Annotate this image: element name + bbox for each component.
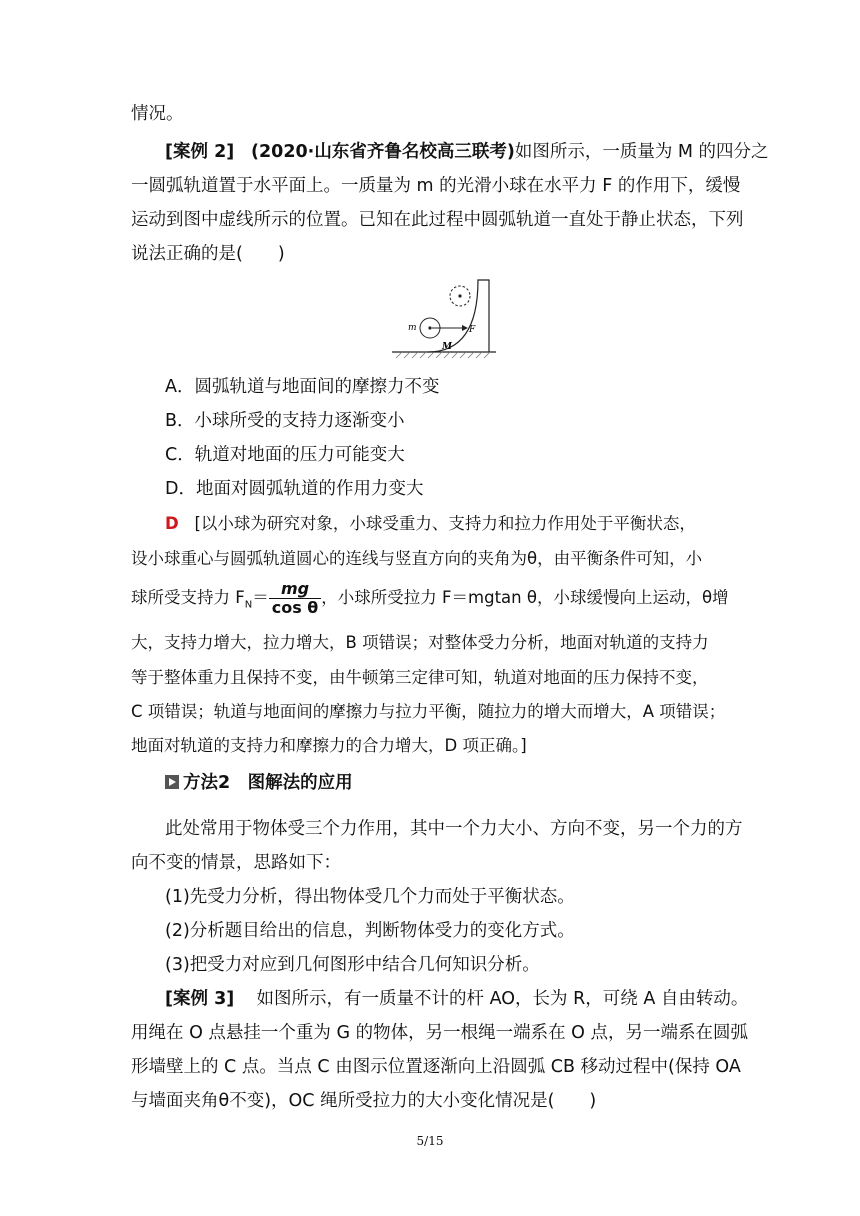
case3-tag: [案例 3] — [165, 989, 235, 1009]
fn-eq: ＝ — [252, 588, 269, 607]
case2-line-3: 运动到图中虚线所示的位置。已知在此过程中圆弧轨道一直处于静止状态，下列 — [131, 210, 744, 230]
case3-line-3: 形墙壁上的 C 点。当点 C 由图示位置逐渐向上沿圆弧 CB 移动过程中(保持 OA — [131, 1057, 741, 1077]
answer-text-1: [以小球为研究对象，小球受重力、支持力和拉力作用处于平衡状态， — [194, 514, 696, 533]
method2-heading — [165, 772, 860, 794]
answer-line-6: C 项错误；轨道与地面间的摩擦力与拉力平衡，随拉力的增大而增大，A 项错误； — [131, 702, 726, 721]
case2-line-1 — [165, 141, 860, 163]
answer-line-4: 大，支持力增大，拉力增大，B 项错误；对整体受力分析，地面对轨道的支持力 — [131, 633, 709, 652]
answer-line-1 — [165, 513, 860, 535]
fig-label-m: m — [408, 323, 417, 333]
support-force-fraction — [269, 580, 322, 617]
method2-para-2: 向不变的情景，思路如下： — [131, 853, 341, 873]
play-arrow-icon — [165, 775, 179, 789]
case3-line-2: 用绳在 O 点悬挂一个重为 G 的物体，另一根绳一端系在 O 点，另一端系在圆弧 — [131, 1023, 748, 1043]
method2-title: 方法2 图解法的应用 — [183, 773, 353, 793]
case2-tag: [案例 2] — [165, 142, 235, 162]
case3-text-1: 如图所示，有一质量不计的杆 AO，长为 R，可绕 A 自由转动。 — [256, 989, 749, 1009]
method2-para-1: 此处常用于物体受三个力作用，其中一个力大小、方向不变，另一个力的方 — [165, 819, 743, 839]
method2-step-3: (3)把受力对应到几何图形中结合几何知识分析。 — [165, 955, 540, 975]
answer-line-3 — [131, 580, 860, 623]
case2-text-1: 如图所示，一质量为 M 的四分之 — [514, 142, 769, 162]
answer-line-2: 设小球重心与圆弧轨道圆心的连线与竖直方向的夹角为θ，由平衡条件可知，小 — [131, 549, 703, 568]
frac-num: mg — [269, 580, 322, 599]
fig-label-M: M — [442, 342, 452, 352]
answer-line-7: 地面对轨道的支持力和摩擦力的合力增大，D 项正确。] — [131, 736, 527, 755]
case3-line-1 — [165, 988, 860, 1010]
frac-den: cos θ — [271, 598, 319, 617]
option-d: D．地面对圆弧轨道的作用力变大 — [165, 479, 424, 499]
option-c: C．轨道对地面的压力可能变大 — [165, 445, 405, 465]
fig-label-F: F — [469, 325, 476, 335]
option-b: B．小球所受的支持力逐渐变小 — [165, 411, 405, 431]
fn-sub: N — [244, 599, 253, 611]
arc-track-figure — [392, 276, 502, 360]
answer-letter: D — [165, 514, 179, 533]
intro-tail: 情况。 — [131, 104, 184, 124]
case2-line-2: 一圆弧轨道置于水平面上。一质量为 m 的光滑小球在水平力 F 的作用下，缓慢 — [131, 176, 741, 196]
method2-step-1: (1)先受力分析，得出物体受几个力而处于平衡状态。 — [165, 887, 575, 907]
case2-source: (2020·山东省齐鲁名校高三联考) — [250, 142, 515, 162]
method2-step-2: (2)分析题目给出的信息，判断物体受力的变化方式。 — [165, 921, 575, 941]
option-a: A．圆弧轨道与地面间的摩擦力不变 — [165, 377, 440, 397]
case3-line-4: 与墙面夹角θ不变)，OC 绳所受拉力的大小变化情况是( ) — [131, 1091, 597, 1111]
page-number: 5/15 — [416, 1134, 444, 1148]
answer-line-5: 等于整体重力且保持不变，由牛顿第三定律可知，轨道对地面的压力保持不变， — [131, 668, 709, 687]
answer-text-3: ，小球所受拉力 F＝mgtan θ，小球缓慢向上运动，θ增 — [321, 588, 729, 607]
fn-prefix: 球所受支持力 F — [131, 588, 245, 607]
case2-line-4: 说法正确的是( ) — [131, 244, 285, 264]
